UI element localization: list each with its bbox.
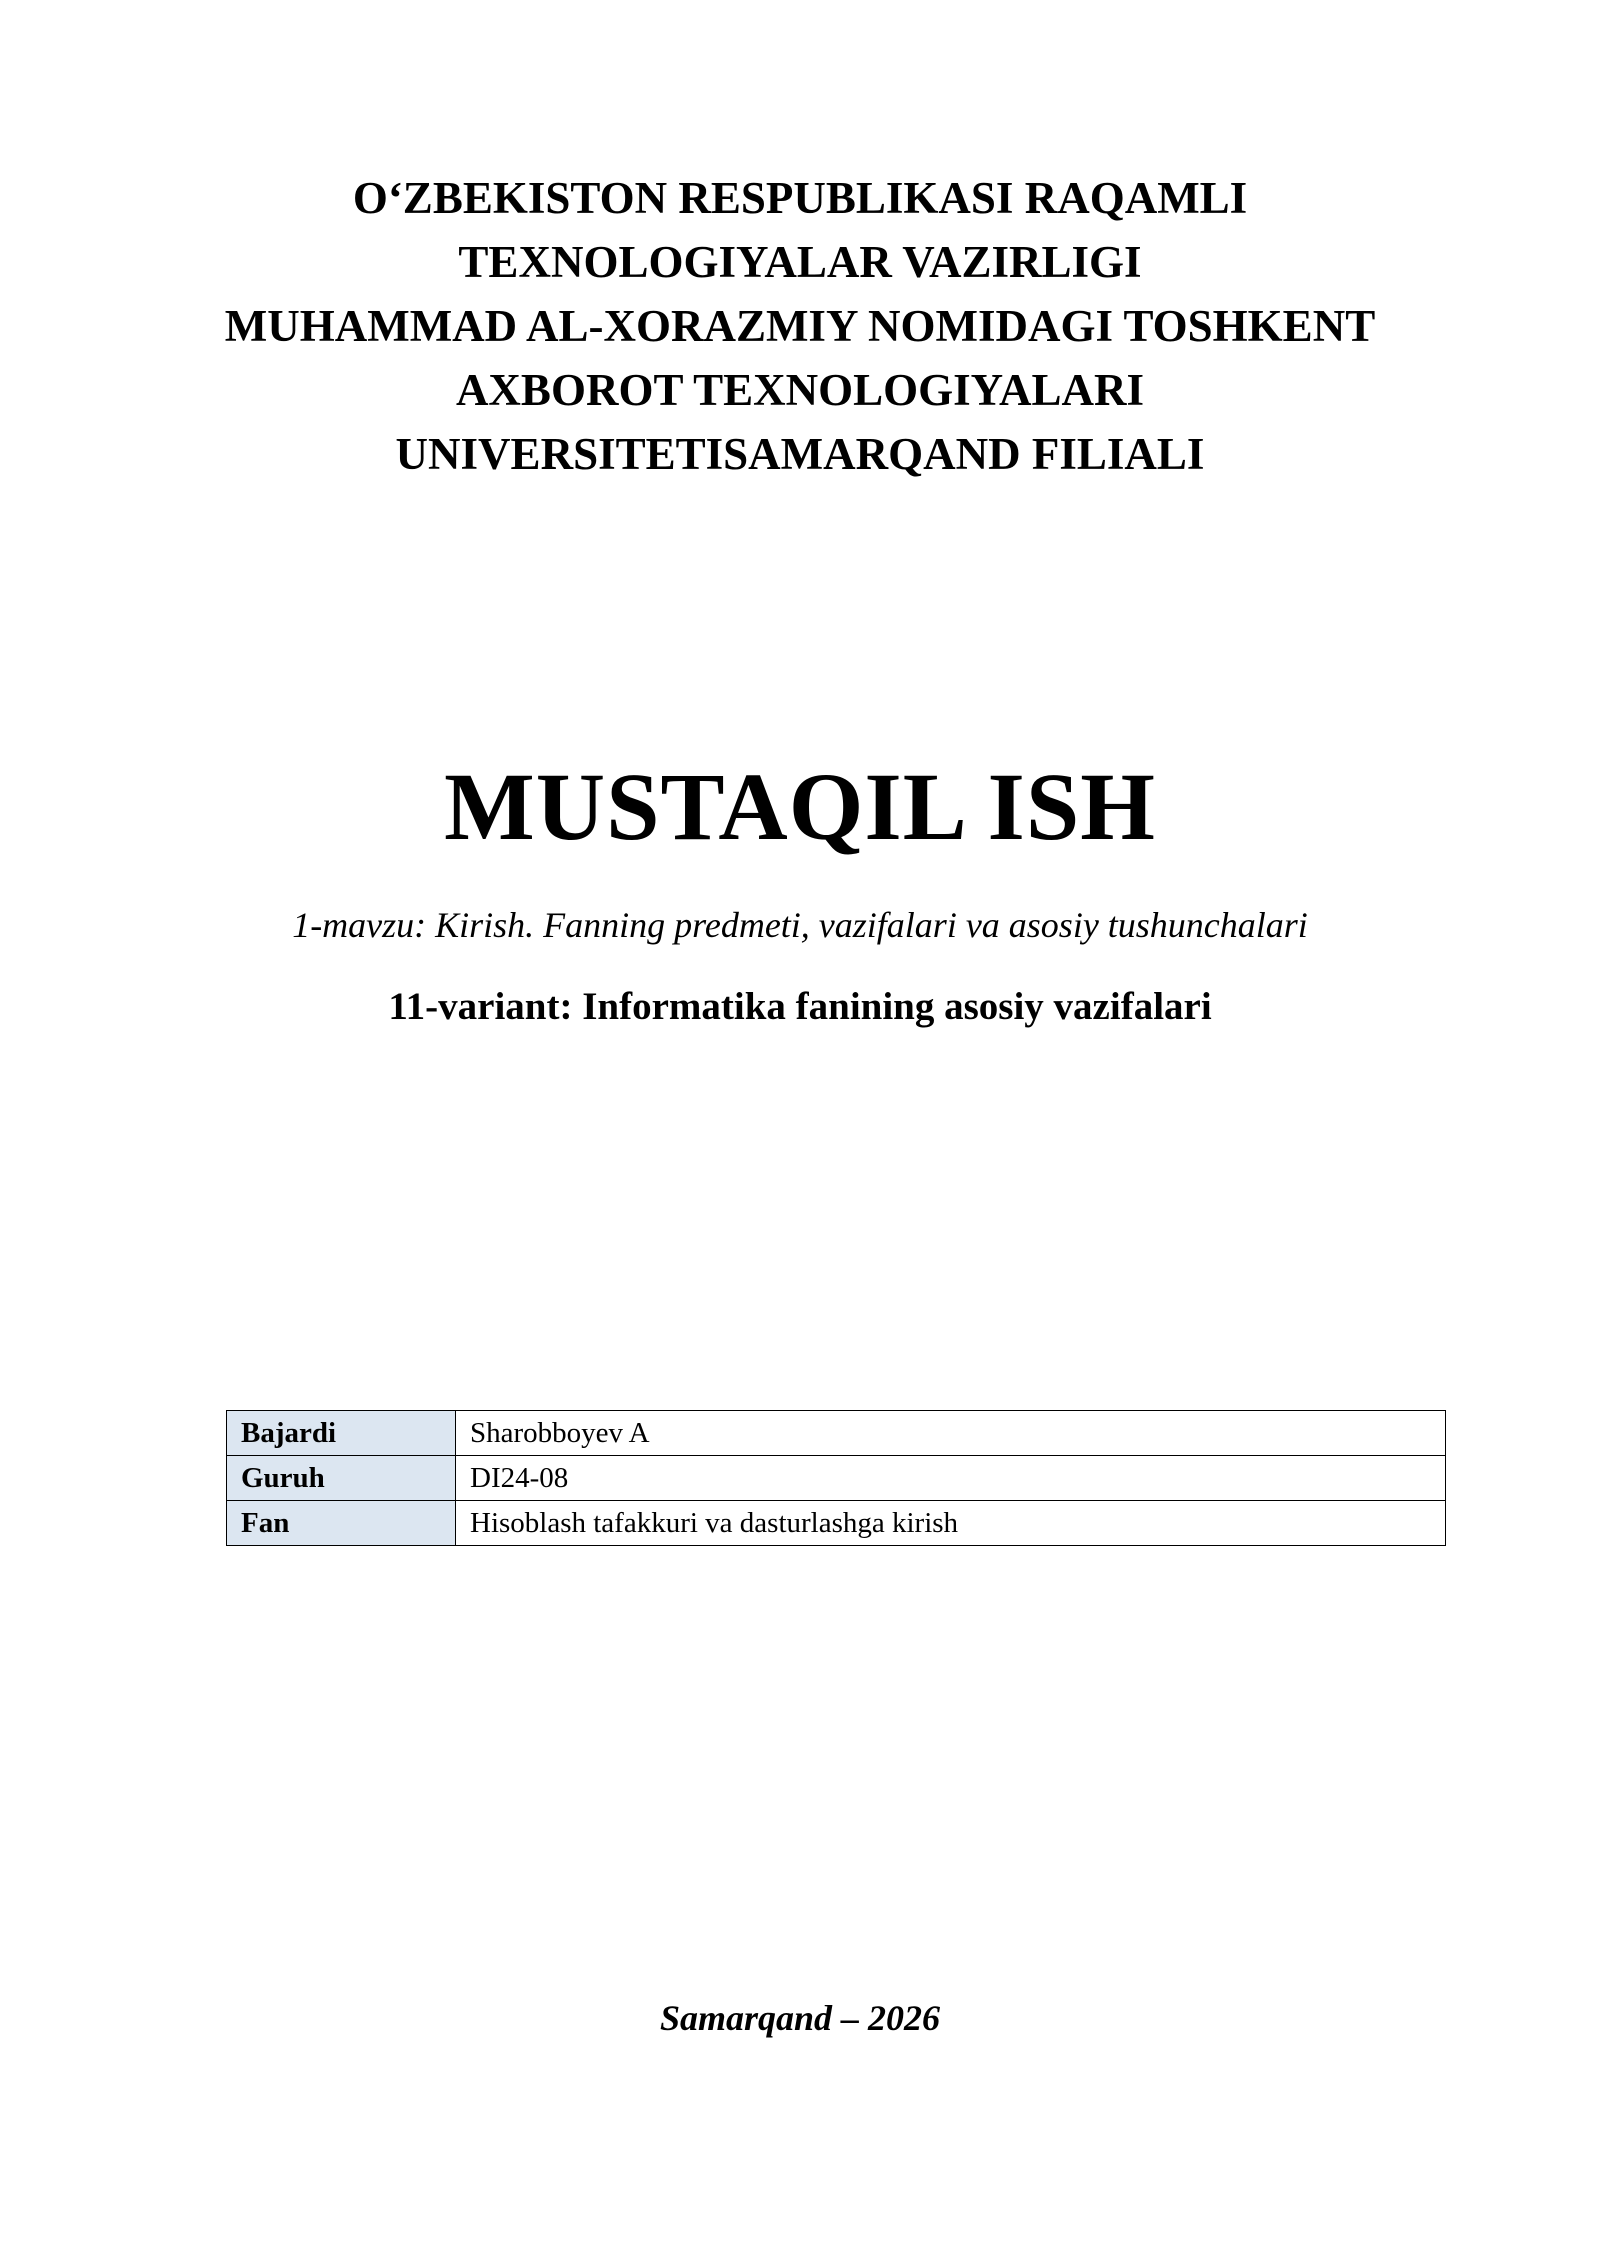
row-label: Fan <box>227 1501 456 1546</box>
header-line: TEXNOLOGIYALAR VAZIRLIGI <box>458 237 1142 287</box>
document-title: MUSTAQIL ISH <box>444 753 1156 860</box>
ministry-header <box>0 166 1600 486</box>
table-row <box>227 1456 1446 1501</box>
row-label: Bajardi <box>227 1411 456 1456</box>
header-line: UNIVERSITETISAMARQAND FILIALI <box>395 429 1205 479</box>
header-line: O‘ZBEKISTON RESPUBLIKASI RAQAMLI <box>352 173 1248 223</box>
row-value: DI24-08 <box>456 1456 1446 1501</box>
variant-subtitle: 11-variant: Informatika fanining asosiy vazifalari <box>388 985 1212 1028</box>
table-row <box>227 1411 1446 1456</box>
topic-subtitle: 1-mavzu: Kirish. Fanning predmeti, vazifalari va asosiy tushunchalari <box>292 905 1308 945</box>
row-value: Sharobboyev A <box>456 1411 1446 1456</box>
table-row <box>227 1501 1446 1546</box>
city-year-footer: Samarqand – 2026 <box>659 1998 941 2038</box>
row-label: Guruh <box>227 1456 456 1501</box>
header-line: MUHAMMAD AL-XORAZMIY NOMIDAGI TOSHKENT <box>224 301 1376 351</box>
row-value: Hisoblash tafakkuri va dasturlashga kirish <box>456 1501 1446 1546</box>
info-table <box>226 1410 1446 1546</box>
header-line: AXBOROT TEXNOLOGIYALARI <box>455 365 1145 415</box>
